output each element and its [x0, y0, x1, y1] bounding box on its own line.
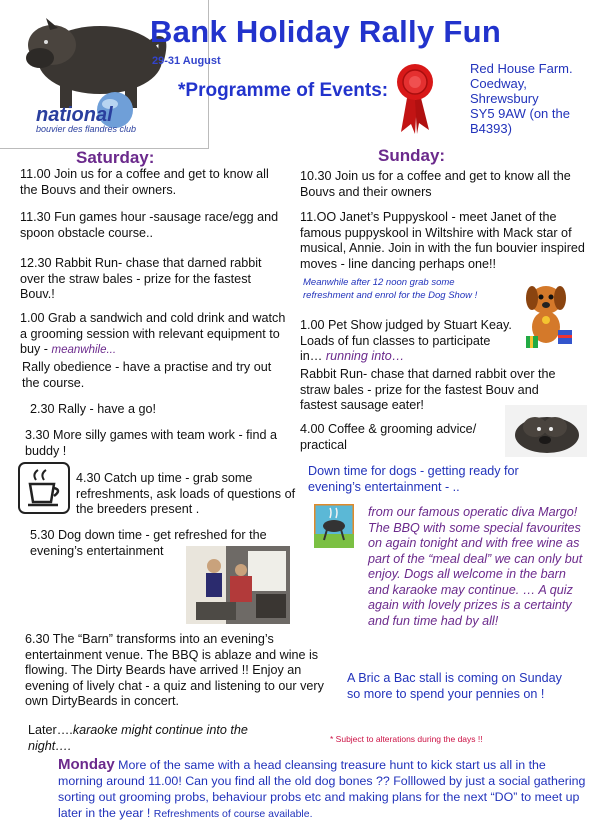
sunday-event: Down time for dogs - getting ready for evening’s entertainment - .. [308, 464, 519, 494]
saturday-event: 11.30 Fun games hour -sausage race/egg and spoon obstacle course.. [20, 210, 279, 240]
cartoon-dog-icon [518, 272, 578, 352]
sunday-event: 11.OO Janet’s Puppyskool - meet Janet of the famous puppyskool in Wiltshire with Mack star of musical, Annie. Join in with the fun bouvier inspired moves - line dancing perhaps one!! [300, 210, 585, 271]
sunday-event: Rabbit Run- chase that darned rabbit over the straw bales - prize for the fastest Bouv and fastest sausage eater! [300, 367, 556, 412]
sunday-event: A Bric a Bac stall is coming on Sunday so more to spend your pennies on ! [347, 671, 562, 701]
event-dates: 29-31 August [152, 55, 221, 67]
rosette-icon [395, 60, 435, 135]
shaggy-dog-photo [505, 405, 587, 457]
address-line: SY5 9AW (on the [470, 106, 570, 121]
sunday-event: 10.30 Join us for a coffee and get to know all the Bouvs and their owners [300, 169, 571, 199]
saturday-event: 12.30 Rabbit Run- chase that darned rabbit over the straw bales - prize for the fastest Bouv.! [20, 256, 262, 301]
venue-address [470, 61, 595, 136]
monday-text: More of the same with a head cleansing treasure hunt to kick start us all in the morning around 11.00! Can you find all the old dog bones ?? Folllowed by just a social gathering sorting out grooming probs, behaviour probs etc and making plans for the next “DO” to meet up later in the year ! [58, 758, 586, 820]
saturday-event [20, 311, 288, 359]
saturday-later [28, 723, 278, 754]
address-line: Shrewsbury [470, 91, 539, 106]
logo-subtitle: bouvier des flandres club [36, 124, 137, 134]
sunday-meanwhile: Meanwhile after 12 noon grab some refreshment and enrol for the Dog Show ! [303, 277, 478, 301]
monday-small: Refreshments of course available. [153, 808, 313, 820]
saturday-event: 6.30 The “Barn” transforms into an evening’s entertainment venue. The BBQ is ablaze and wine is flowing. The Dirty Beards have arrived !! Enjoy an evening of lively chat - a quiz and listening to our very own DirtyBeards in concert. [25, 632, 324, 708]
monday-section [58, 757, 593, 822]
saturday-event: 5.30 Dog down time - get refreshed for the evening’s entertainment [30, 528, 267, 558]
event-aside: running into… [325, 349, 405, 363]
coffee-cup-icon [18, 462, 70, 514]
sunday-evening: from our famous operatic diva Margo! The BBQ with some special favourites on again tonight and with free wine as part of the “meal deal” we can only but enjoy. Dogs all welcome in the barn and karaoke may continue. … A quiz again with lovely prizes is a certainty and fun time had by all! [368, 505, 583, 628]
programme-heading: *Programme of Events: [178, 80, 389, 101]
event-text: 1.00 Pet Show judged by Stuart Keay. Loads of fun classes to participate in… [300, 318, 512, 363]
monday-label: Monday [58, 756, 115, 773]
event-aside: meanwhile... [51, 344, 117, 356]
page-title: Bank Holiday Rally Fun [150, 14, 502, 49]
sunday-event [300, 318, 515, 365]
sunday-heading: Sunday: [378, 146, 446, 165]
address-line: B4393) [470, 121, 512, 136]
address-line: Coedway, [470, 76, 527, 91]
barn-photo [186, 546, 290, 624]
later-prefix: Later…. [28, 723, 73, 737]
alterations-note: * Subject to alterations during the days !! [330, 734, 483, 744]
saturday-event: 4.30 Catch up time - grab some refreshments, ask loads of questions of the breeders present . [76, 471, 296, 516]
address-line: Red House Farm. [470, 61, 573, 76]
saturday-heading: Saturday: [76, 148, 155, 167]
sunday-event: 4.00 Coffee & grooming advice/ practical [300, 422, 477, 452]
saturday-event: 2.30 Rally - have a go! [30, 402, 157, 416]
saturday-event: Rally obedience - have a practise and try out the course. [22, 360, 272, 390]
saturday-event: 3.30 More silly games with team work - find a buddy ! [25, 428, 277, 458]
bbq-icon [314, 504, 354, 548]
saturday-event: 11.00 Join us for a coffee and get to know all the Bouvs and their owners. [20, 167, 269, 197]
later-text: karaoke might continue into the night…. [28, 723, 248, 753]
logo-text [36, 105, 136, 134]
event-text: 1.00 Grab a sandwich and cold drink and watch a grooming session with relevant equipment to buy - [20, 311, 286, 356]
logo-name: national [36, 104, 113, 126]
